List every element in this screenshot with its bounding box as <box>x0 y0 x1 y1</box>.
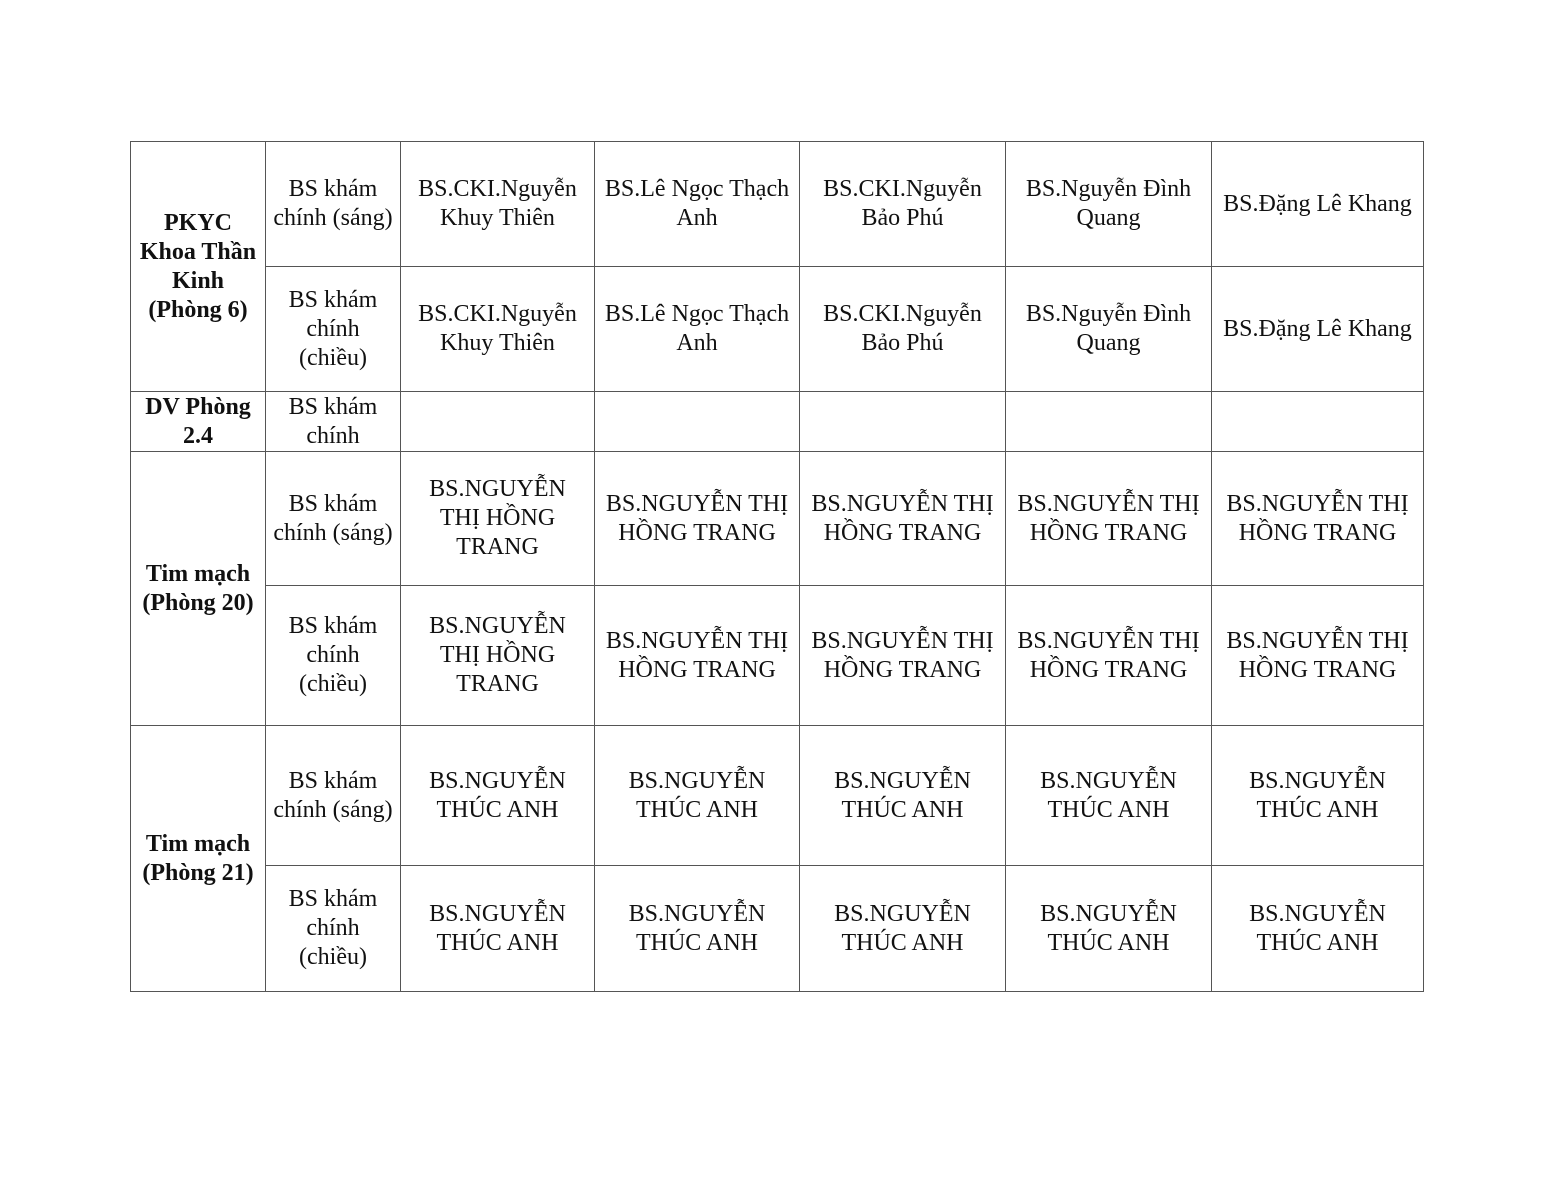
doctor-name: BS.Đặng Lê Khang <box>1223 315 1412 342</box>
doctor-cell <box>800 452 1006 586</box>
department-label: Tim mạch (Phòng 21) <box>142 830 254 886</box>
doctor-cell <box>1212 392 1424 452</box>
doctor-name: BS.Nguyễn Đình Quang <box>1025 301 1192 356</box>
department-cell <box>131 726 266 992</box>
department-label: Tim mạch (Phòng 20) <box>142 560 254 616</box>
doctor-cell <box>1006 586 1212 726</box>
table-row <box>131 392 1424 452</box>
doctor-name: BS.NGUYỄN THÚC ANH <box>1040 767 1177 823</box>
role-label: BS khám chính (chiều) <box>288 886 378 970</box>
doctor-name: BS.NGUYỄN THỊ HỒNG TRANG <box>1226 627 1409 683</box>
role-label: BS khám chính <box>288 393 378 449</box>
doctor-name: BS.NGUYỄN THÚC ANH <box>429 900 566 956</box>
doctor-name: BS.CKI.Nguyễn Bảo Phú <box>823 301 982 356</box>
doctor-cell <box>1006 866 1212 992</box>
role-label: BS khám chính (sáng) <box>273 767 393 823</box>
doctor-name: BS.NGUYỄN THÚC ANH <box>1249 767 1386 823</box>
department-cell <box>131 392 266 452</box>
doctor-name: BS.Lê Ngọc Thạch Anh <box>604 176 790 231</box>
doctor-cell <box>595 866 800 992</box>
doctor-name: BS.Nguyễn Đình Quang <box>1025 176 1192 231</box>
doctor-name: BS.NGUYỄN THÚC ANH <box>1040 900 1177 956</box>
doctor-cell <box>401 142 595 267</box>
doctor-name: BS.NGUYỄN THÚC ANH <box>628 900 766 956</box>
doctor-cell <box>1006 452 1212 586</box>
table-row <box>131 726 1424 866</box>
table-row <box>131 452 1424 586</box>
doctor-cell <box>595 452 800 586</box>
doctor-name: BS.NGUYỄN THỊ HỒNG TRANG <box>429 476 566 560</box>
doctor-name: BS.NGUYỄN THỊ HỒNG TRANG <box>605 490 789 546</box>
role-cell <box>266 866 401 992</box>
doctor-name: BS.NGUYỄN THỊ HỒNG TRANG <box>1226 490 1409 546</box>
role-cell <box>266 452 401 586</box>
doctor-cell <box>800 267 1006 392</box>
doctor-cell <box>1212 267 1424 392</box>
doctor-name: BS.NGUYỄN THỊ HỒNG TRANG <box>1017 490 1200 546</box>
doctor-name: BS.NGUYỄN THỊ HỒNG TRANG <box>1017 627 1200 683</box>
doctor-cell <box>800 726 1006 866</box>
role-cell <box>266 267 401 392</box>
doctor-name: BS.NGUYỄN THÚC ANH <box>628 767 766 823</box>
doctor-name: BS.NGUYỄN THỊ HỒNG TRANG <box>429 613 566 697</box>
doctor-cell <box>401 392 595 452</box>
doctor-name: BS.CKI.Nguyễn Khuy Thiên <box>418 176 577 231</box>
doctor-name: BS.NGUYỄN THỊ HỒNG TRANG <box>811 627 994 683</box>
doctor-cell <box>800 142 1006 267</box>
doctor-schedule-table <box>130 141 1424 992</box>
table-row <box>131 142 1424 267</box>
doctor-cell <box>800 392 1006 452</box>
doctor-name: BS.Đặng Lê Khang <box>1223 190 1412 217</box>
doctor-name: BS.NGUYỄN THÚC ANH <box>1249 900 1386 956</box>
doctor-name: BS.CKI.Nguyễn Khuy Thiên <box>418 301 577 356</box>
doctor-cell <box>401 586 595 726</box>
doctor-cell <box>595 726 800 866</box>
doctor-name: BS.NGUYỄN THÚC ANH <box>834 900 971 956</box>
table-row <box>131 586 1424 726</box>
doctor-cell <box>1212 452 1424 586</box>
doctor-cell <box>595 586 800 726</box>
role-label: BS khám chính (chiều) <box>288 286 378 371</box>
role-cell <box>266 392 401 452</box>
doctor-cell <box>800 866 1006 992</box>
doctor-cell <box>401 452 595 586</box>
doctor-cell <box>800 586 1006 726</box>
department-label: PKYC Khoa Thần Kinh (Phòng 6) <box>139 209 257 323</box>
role-label: BS khám chính (sáng) <box>273 176 393 231</box>
doctor-cell <box>401 726 595 866</box>
doctor-cell <box>1006 726 1212 866</box>
role-cell <box>266 142 401 267</box>
doctor-name: BS.CKI.Nguyễn Bảo Phú <box>823 176 982 231</box>
doctor-cell <box>401 866 595 992</box>
table-row <box>131 267 1424 392</box>
doctor-name: BS.NGUYỄN THỊ HỒNG TRANG <box>605 627 789 683</box>
doctor-cell <box>595 267 800 392</box>
doctor-cell <box>595 392 800 452</box>
doctor-cell <box>1006 142 1212 267</box>
doctor-name: BS.NGUYỄN THÚC ANH <box>834 767 971 823</box>
doctor-cell <box>595 142 800 267</box>
table-row <box>131 866 1424 992</box>
doctor-cell <box>1006 392 1212 452</box>
doctor-cell <box>1212 726 1424 866</box>
role-cell <box>266 726 401 866</box>
role-cell <box>266 586 401 726</box>
role-label: BS khám chính (sáng) <box>273 490 393 546</box>
department-cell <box>131 452 266 726</box>
department-cell <box>131 142 266 392</box>
department-label: DV Phòng 2.4 <box>145 393 251 449</box>
doctor-cell <box>401 267 595 392</box>
role-label: BS khám chính (chiều) <box>288 613 378 697</box>
doctor-cell <box>1212 142 1424 267</box>
doctor-cell <box>1006 267 1212 392</box>
doctor-cell <box>1212 586 1424 726</box>
doctor-name: BS.NGUYỄN THỊ HỒNG TRANG <box>811 490 994 546</box>
doctor-cell <box>1212 866 1424 992</box>
doctor-name: BS.Lê Ngọc Thạch Anh <box>604 301 790 356</box>
doctor-name: BS.NGUYỄN THÚC ANH <box>429 767 566 823</box>
